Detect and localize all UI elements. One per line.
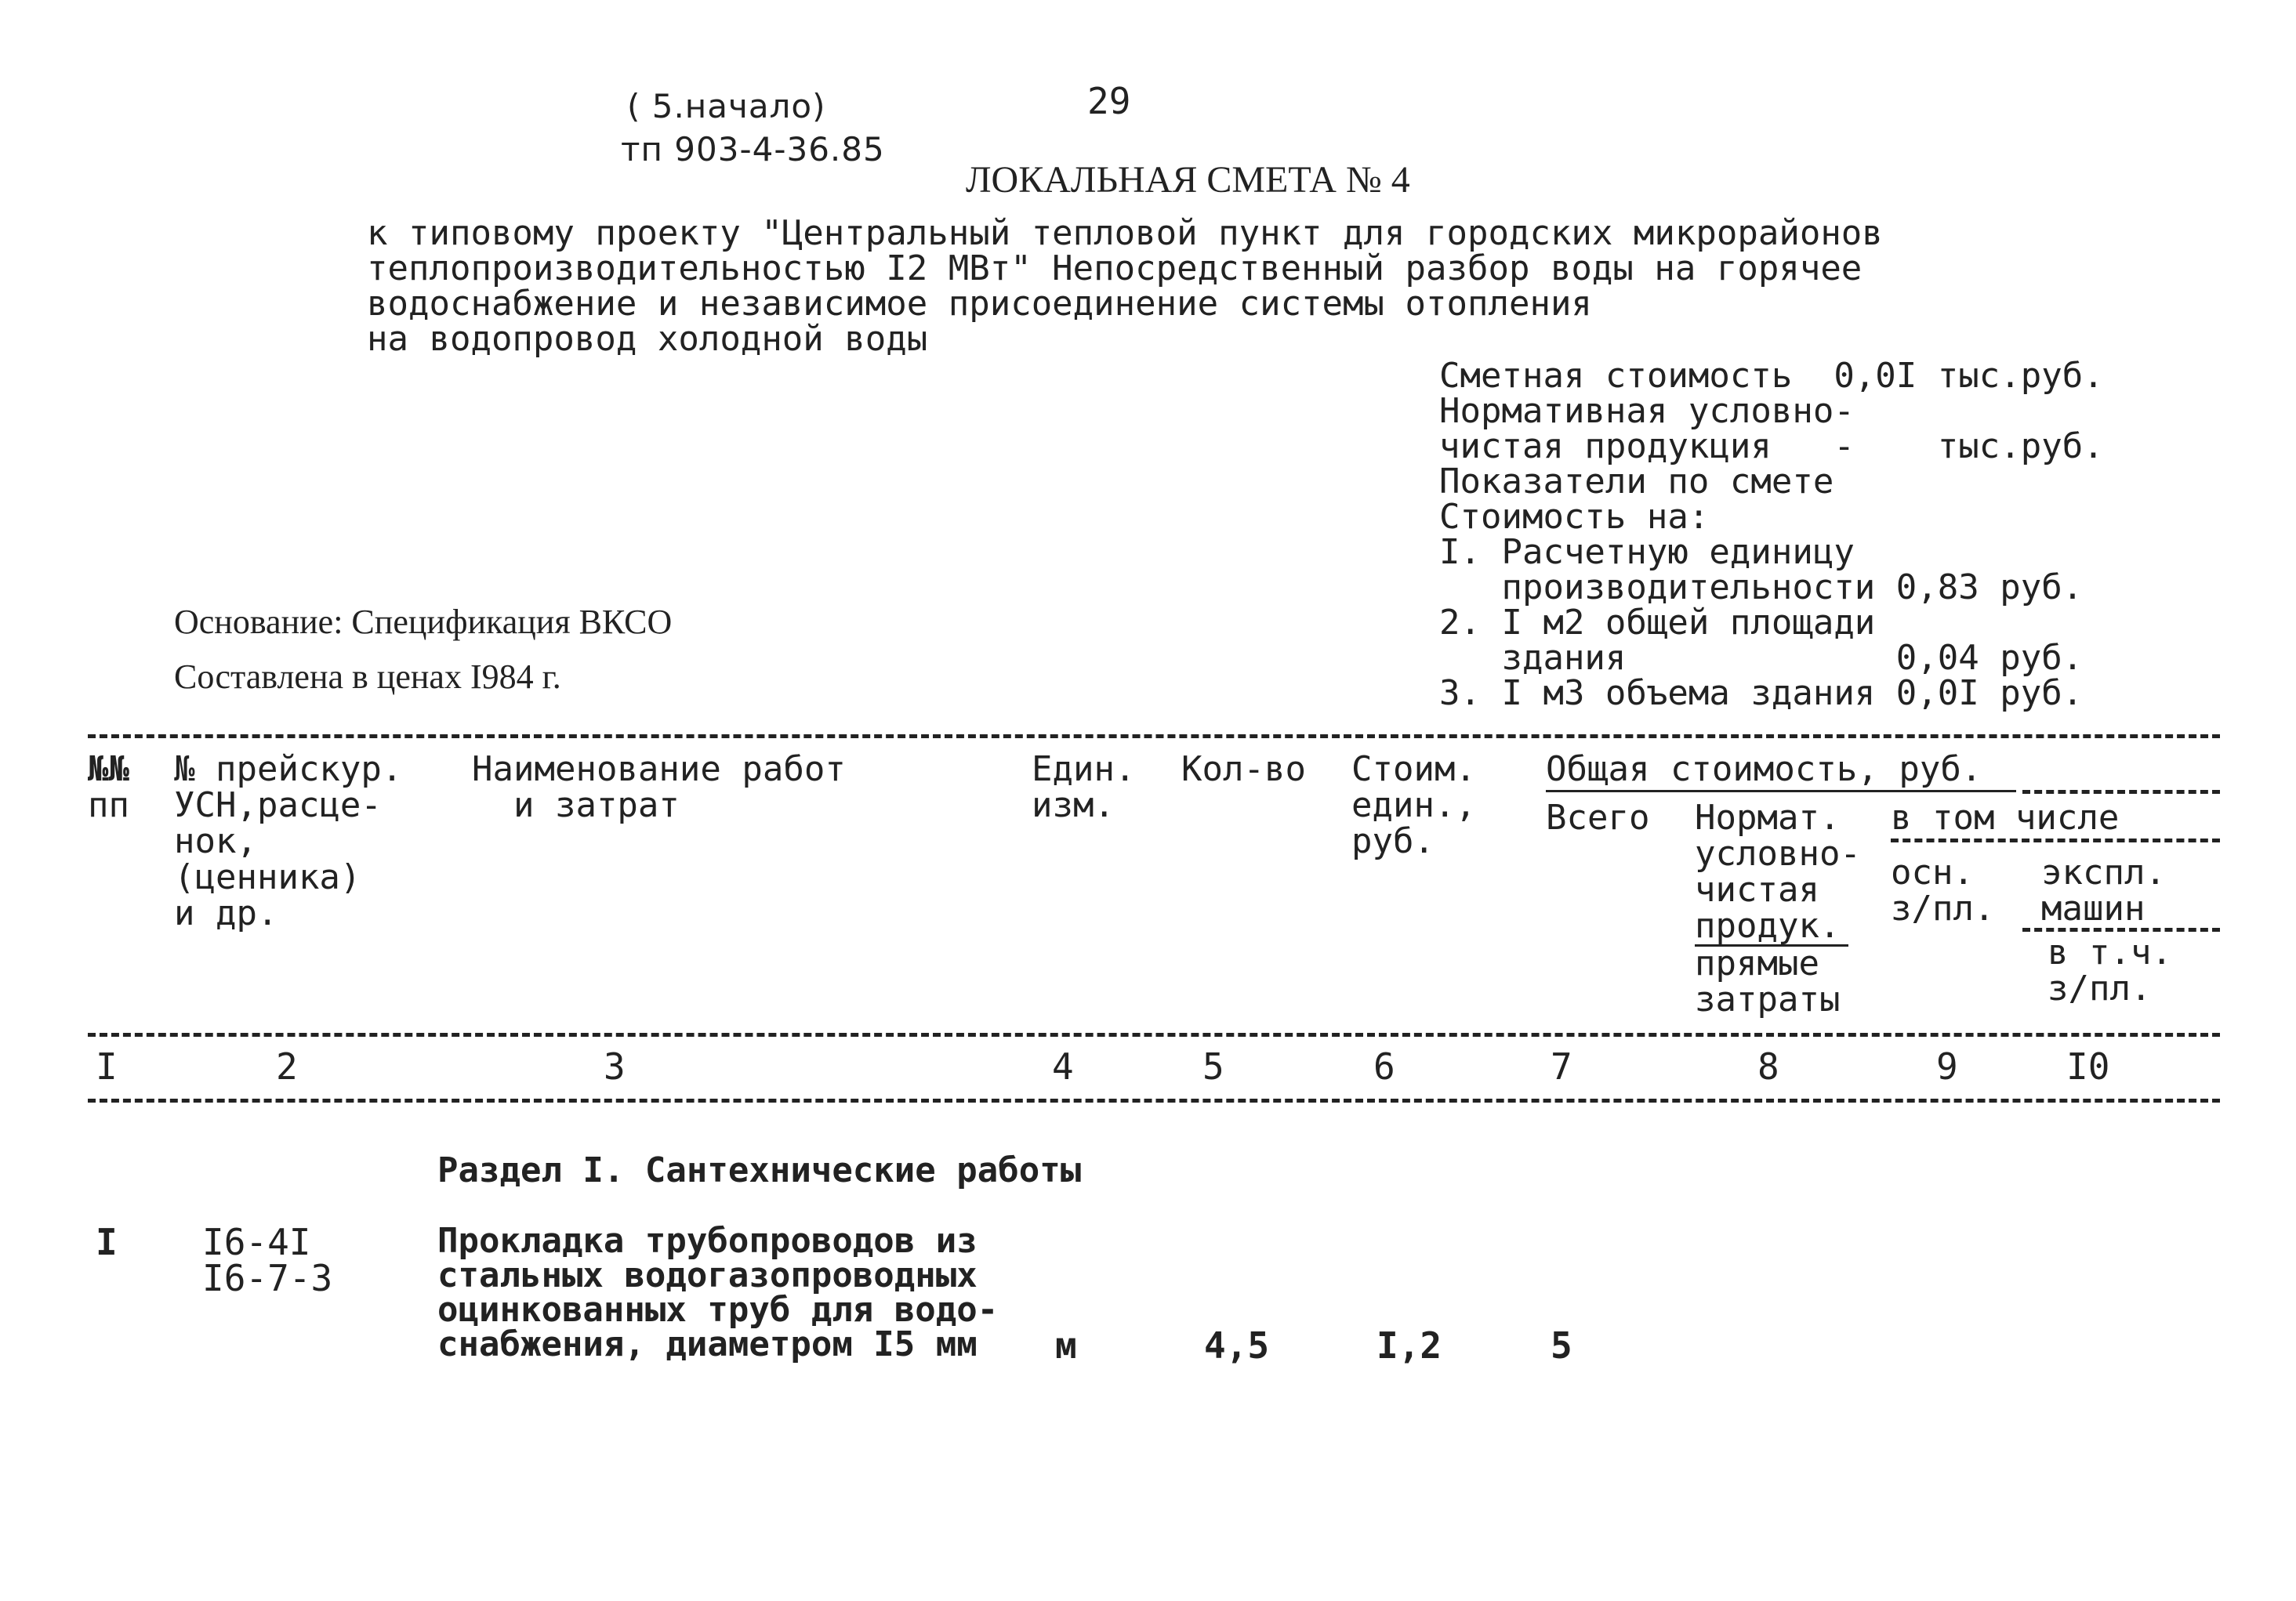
column-number: 7 — [1551, 1045, 1572, 1088]
header-col2: нок, — [174, 821, 257, 861]
description-line: на водопровод холодной воды — [367, 319, 928, 359]
row-number: I — [96, 1221, 118, 1263]
header-col9: з/пл. — [1891, 889, 1995, 929]
column-numbers-top-rule — [88, 1033, 2220, 1037]
header-col8: затраты — [1695, 980, 1841, 1020]
row-code: I6-7-3 — [202, 1257, 333, 1299]
header-col9: осн. — [1891, 853, 1974, 893]
description-line: теплопроизводительностью I2 МВт" Непосредственный разбор воды на горячее — [367, 248, 1863, 288]
header-col2: (ценника) — [174, 857, 361, 897]
column-number: 6 — [1373, 1045, 1395, 1088]
summary-line: чистая продукция - тыс.руб. — [1439, 426, 2104, 466]
header-col7: Всего — [1546, 798, 1650, 838]
header-col6: Стоим. — [1351, 749, 1476, 789]
row-name: оцинкованных труб для водо- — [437, 1290, 999, 1330]
header-col2: № прейскур. — [174, 749, 403, 789]
column-number: 9 — [1936, 1045, 1958, 1088]
header-col5: Кол-во — [1181, 749, 1306, 789]
header-col8: чистая — [1695, 870, 1819, 910]
row-code: I6-4I — [202, 1221, 311, 1263]
header-col4: Един. — [1032, 749, 1136, 789]
header-col2: УСН,расце- — [174, 785, 382, 825]
row-name: стальных водогазопроводных — [437, 1255, 978, 1295]
header-col3: Наименование работ — [472, 749, 846, 789]
page-number: 29 — [1087, 80, 1131, 122]
column-number: 5 — [1202, 1045, 1224, 1088]
header-group: Общая стоимость, руб. — [1546, 749, 1982, 789]
header-col10: экспл. — [2041, 853, 2166, 893]
header-col6: един., — [1351, 785, 1476, 825]
row-unit-cost: I,2 — [1377, 1324, 1442, 1367]
table-top-rule — [88, 734, 2220, 738]
column-number: 8 — [1757, 1045, 1779, 1088]
project-code: тп 903-4-36.85 — [621, 130, 885, 168]
summary-line: 2. I м2 общей площади — [1439, 603, 1876, 643]
row-name: снабжения, диаметром I5 мм — [437, 1324, 978, 1364]
start-note: ( 5.начало) — [627, 87, 826, 125]
column-number: 2 — [276, 1045, 298, 1088]
column-number: 3 — [604, 1045, 626, 1088]
header-col10-rule — [2022, 928, 2220, 932]
summary-line: производительности 0,83 руб. — [1439, 567, 2084, 607]
header-col10: в т.ч. — [2048, 933, 2172, 973]
header-col10: машин — [2041, 889, 2145, 929]
summary-line: 3. I м3 объема здания 0,0I руб. — [1439, 673, 2084, 713]
header-col4: изм. — [1032, 785, 1115, 825]
column-numbers-bottom-rule — [88, 1099, 2220, 1103]
summary-line: Нормативная условно- — [1439, 391, 1855, 431]
column-number: I0 — [2066, 1045, 2110, 1088]
row-total: 5 — [1551, 1324, 1572, 1367]
header-col2: и др. — [174, 893, 278, 933]
header-col8: условно- — [1695, 834, 1861, 874]
description-line: к типовому проекту "Центральный тепловой пункт для городских микрорайонов — [367, 213, 1883, 253]
header-col8: Нормат. — [1695, 798, 1841, 838]
summary-line: I. Расчетную единицу — [1439, 532, 1855, 572]
basis-line: Основание: Спецификация ВКСО — [174, 603, 673, 641]
summary-line: здания 0,04 руб. — [1439, 638, 2084, 678]
column-number: 4 — [1052, 1045, 1074, 1088]
description-line: водоснабжение и независимое присоединение системы отопления — [367, 284, 1592, 324]
section-title: Раздел I. Сантехнические работы — [437, 1150, 1082, 1190]
header-col3: и затрат — [472, 785, 680, 825]
header-col1: пп — [88, 785, 129, 825]
header-subgroup: в том числе — [1891, 798, 2120, 838]
row-quantity: 4,5 — [1204, 1324, 1270, 1367]
header-col1: №№ — [88, 749, 129, 789]
header-col8: продук. — [1695, 906, 1841, 946]
column-number: I — [96, 1045, 118, 1088]
header-col6: руб. — [1351, 821, 1435, 861]
header-group-dash — [2022, 790, 2220, 794]
summary-line: Стоимость на: — [1439, 497, 1710, 537]
document-title: ЛОКАЛЬНАЯ СМЕТА № 4 — [966, 159, 1410, 201]
row-unit: м — [1055, 1324, 1077, 1367]
summary-line: Показатели по смете — [1439, 462, 1834, 502]
prices-line: Составлена в ценах I984 г. — [174, 657, 561, 696]
header-col10: з/пл. — [2048, 969, 2152, 1009]
header-group-underline — [1546, 790, 2016, 792]
header-col8: прямые — [1695, 944, 1819, 983]
summary-line: Сметная стоимость 0,0I тыс.руб. — [1439, 356, 2104, 396]
header-subgroup-rule — [1891, 839, 2220, 842]
row-name: Прокладка трубопроводов из — [437, 1221, 978, 1261]
